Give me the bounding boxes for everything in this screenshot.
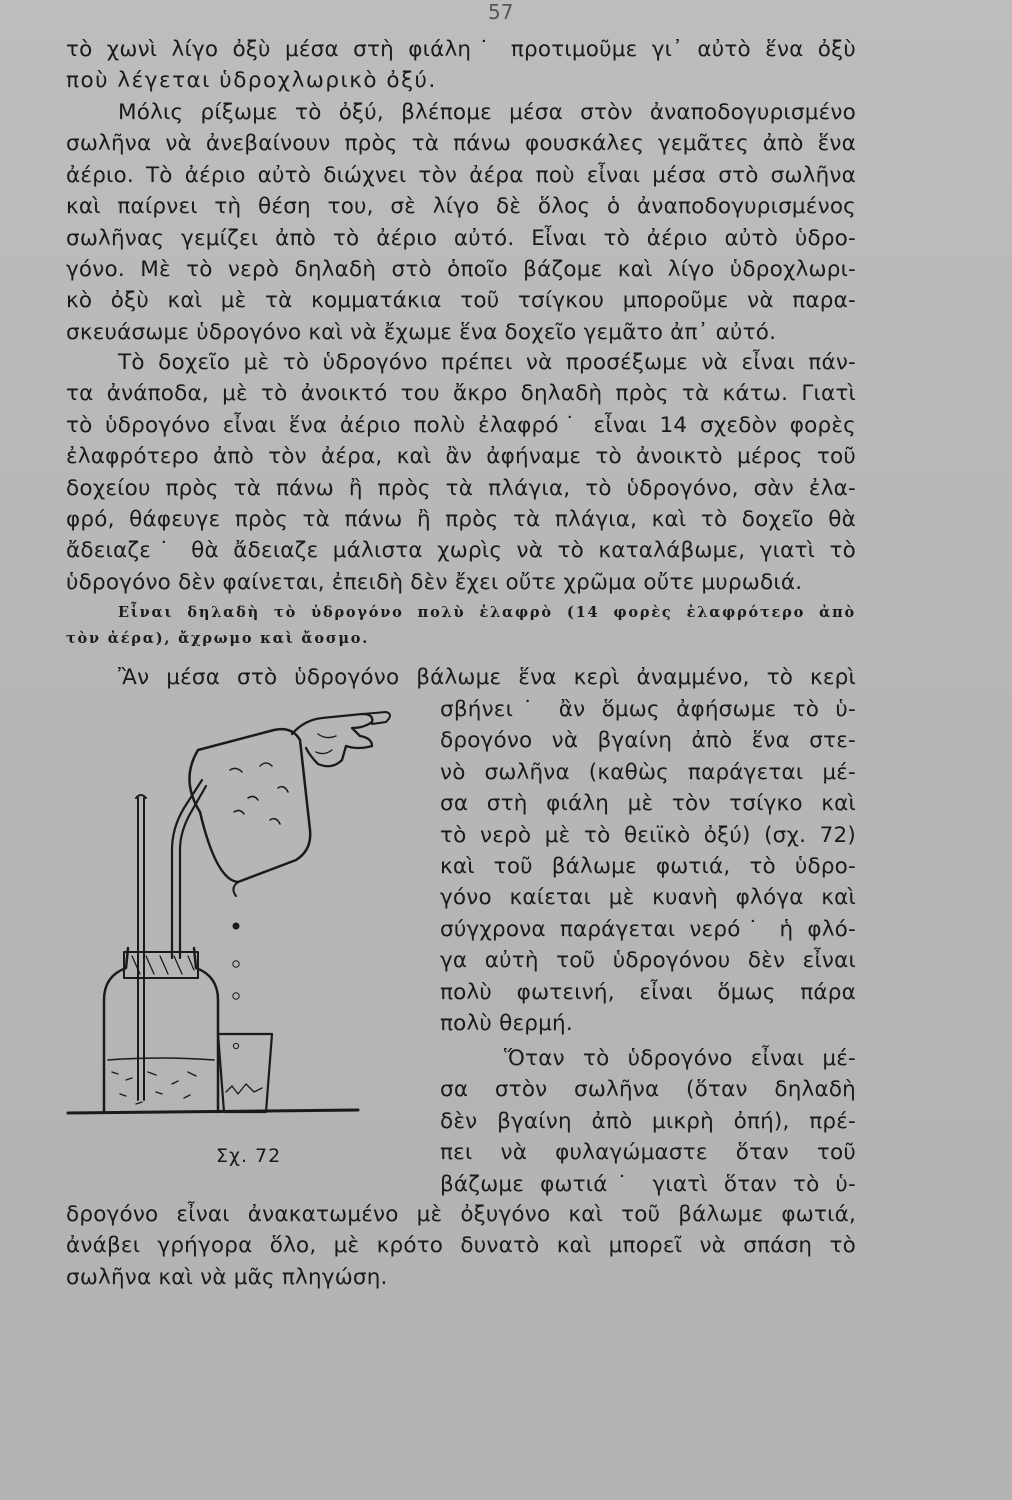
text-line: σα στὴ φιάλη μὲ τὸν τσίγκο καὶ [440, 791, 856, 817]
bold-summary-note [66, 600, 856, 652]
text-line: ποὺ λέγεται ὑδροχλωρικὸ ὀξύ. [66, 68, 437, 94]
text-line: σωλῆνας γεμίζει ἀπὸ τὸ ἀέριο αὐτό. Εἶναι τὸ ἀέριο αὐτὸ ὑδρο- [66, 225, 856, 251]
text-line: πολὺ φωτεινή, εἶναι ὅμως πάρα [440, 979, 856, 1005]
text-line: τὸ χωνὶ λίγο ὀξὺ μέσα στὴ φιάλη˙ προτιμοῦμε γι᾽ αὐτὸ ἕνα ὀξὺ [66, 37, 856, 62]
text-line: σκευάσωμε ὑδρογόνο καὶ νὰ ἔχωμε ἕνα δοχεῖο γεμᾶτο ἀπ᾽ αὐτό. [66, 319, 777, 345]
paragraph-5-continuation [66, 1199, 856, 1293]
text-line: καὶ τοῦ βάλωμε φωτιά, τὸ ὑδρο- [440, 854, 856, 880]
figure-caption: Σχ. 72 [216, 1145, 282, 1167]
paragraph-3 [66, 347, 856, 598]
text-line: σωλῆνα νὰ ἀνεβαίνουν πρὸς τὰ πάνω φουσκάλες γεμᾶτες ἀπὸ ἕνα [66, 131, 856, 157]
text-line: ὑδρογόνο δὲν φαίνεται, ἐπειδὴ δὲν ἔχει οὔτε χρῶμα οὔτε μυρωδιά. [66, 569, 803, 595]
text-line: βάζωμε φωτιά˙ γιατὶ ὅταν τὸ ὑ- [440, 1171, 856, 1197]
text-line: δοχείου πρὸς τὰ πάνω ἢ πρὸς τὰ πλάγια, τὸ ὑδρογόνο, σὰν ἐλα- [66, 475, 856, 501]
text-line: σβήνει˙ ἂν ὅμως ἀφήσωμε τὸ ὑ- [440, 697, 856, 722]
paragraph-1 [66, 34, 856, 97]
text-line: δρογόνο εἶναι ἀνακατωμένο μὲ ὀξυγόνο καὶ τοῦ βάλωμε φωτιά, [66, 1202, 856, 1227]
paragraph-4-first-line [66, 662, 856, 693]
text-line: πει νὰ φυλαγώμαστε ὅταν τοῦ [440, 1140, 856, 1166]
text-line: κὸ ὀξὺ καὶ μὲ τὰ κομματάκια τοῦ τσίγκου μποροῦμε νὰ παρα- [66, 288, 856, 314]
text-line: σωλῆνα καὶ νὰ μᾶς πληγώση. [66, 1264, 388, 1290]
text-line: Εἶναι δηλαδὴ τὸ ὑδρογόνο πολὺ ἐλαφρὸ (14 φορὲς ἐλαφρότερο ἀπὸ [118, 604, 856, 621]
text-line: γα αὐτὴ τοῦ ὑδρογόνου δὲν εἶναι [440, 948, 856, 974]
text-line: σα στὸν σωλῆνα (ὅταν δηλαδὴ [440, 1077, 856, 1103]
text-line: γόνο. Μὲ τὸ νερὸ δηλαδὴ στὸ ὁποῖο βάζομε καὶ λίγο ὑδροχλωρι- [66, 257, 856, 283]
text-line: καὶ παίρνει τὴ θέση του, σὲ λίγο δὲ ὅλος ὁ ἀναποδογυρισμένος [66, 194, 856, 220]
text-line: δὲν βγαίνη ἀπὸ μικρὴ ὀπή), πρέ- [440, 1108, 856, 1134]
text-line: πολὺ θερμή. [440, 1011, 573, 1037]
text-line: ἀέριο. Τὸ ἀέριο αὐτὸ διώχνει τὸν ἀέρα ποὺ εἶναι μέσα στὸ σωλῆνα [66, 162, 856, 188]
text-line: ἀνάβει γρήγορα ὅλο, μὲ κρότο δυνατὸ καὶ μπορεῖ νὰ σπάση τὸ [66, 1233, 856, 1259]
text-line: φρό, θάφευγε πρὸς τὰ πάνω ἢ πρὸς τὰ πλάγια, καὶ τὸ δοχεῖο θὰ [66, 507, 856, 533]
text-line: τὸν ἀέρα), ἄχρωμο καὶ ἄοσμο. [66, 630, 370, 647]
text-line: σύγχρονα παράγεται νερό˙ ἡ φλό- [440, 916, 856, 942]
paragraph-5-right-column [440, 1043, 856, 1200]
text-line: Ἂν μέσα στὸ ὑδρογόνο βάλωμε ἕνα κερὶ ἀναμμένο, τὸ κερὶ [118, 665, 856, 690]
text-line: Ὅταν τὸ ὑδρογόνο εἶναι μέ- [504, 1046, 856, 1071]
text-line: τα ἀνάποδα, μὲ τὸ ἀνοικτό του ἄκρο δηλαδὴ πρὸς τὰ κάτω. Γιατὶ [66, 381, 856, 407]
text-line: Τὸ δοχεῖο μὲ τὸ ὑδρογόνο πρέπει νὰ προσέξωμε νὰ εἶναι πάν- [118, 350, 856, 375]
text-line: ἄδειαζε˙ θὰ ἄδειαζε μάλιστα χωρὶς νὰ τὸ καταλάβωμε, γιατὶ τὸ [66, 538, 856, 564]
hydrogen-apparatus-illustration [60, 700, 440, 1130]
text-line: ἐλαφρότερο ἀπὸ τὸν ἀέρα, καὶ ἂν ἀφήναμε τὸ ἀνοικτὸ μέρος τοῦ [66, 444, 856, 470]
text-line: νὸ σωλῆνα (καθὼς παράγεται μέ- [440, 759, 856, 785]
text-line: γόνο καίεται μὲ κυανὴ φλόγα καὶ [440, 885, 856, 911]
text-line: Μόλις ρίξωμε τὸ ὀξύ, βλέπομε μέσα στὸν ἀναποδογυρισμένο [118, 100, 856, 125]
text-line: τὸ ὑδρογόνο εἶναι ἕνα ἀέριο πολὺ ἐλαφρό˙ εἶναι 14 σχεδὸν φορὲς [66, 412, 856, 438]
paragraph-4-right-column [440, 694, 856, 1039]
paragraph-2 [66, 97, 856, 348]
page-number: 57 [488, 0, 514, 24]
text-line: δρογόνο νὰ βγαίνη ἀπὸ ἕνα στε- [440, 728, 856, 754]
text-line: τὸ νερὸ μὲ τὸ θειϊκὸ ὀξύ) (σχ. 72) [440, 822, 856, 848]
